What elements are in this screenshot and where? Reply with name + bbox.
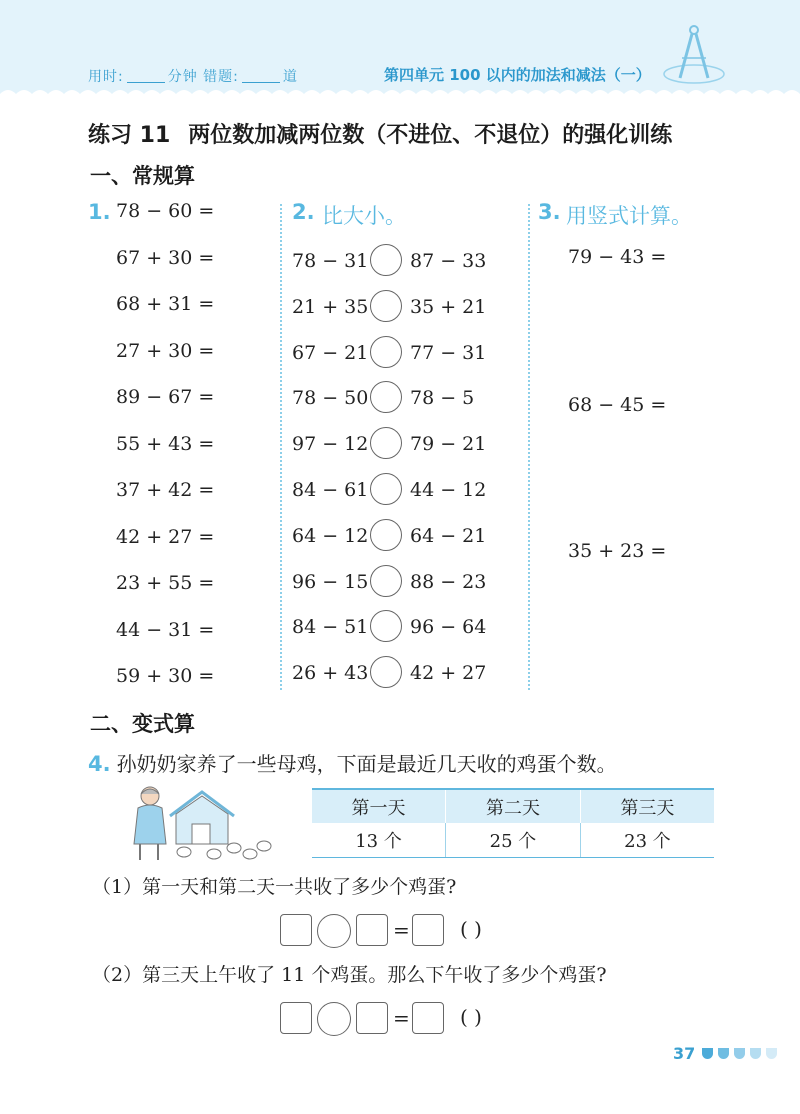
question-4-text <box>88 748 617 777</box>
compare-circle[interactable] <box>370 244 402 276</box>
q3-label: 用竖式计算。 <box>566 204 692 228</box>
answer-box-2a[interactable] <box>280 1002 312 1034</box>
q3-expression: 79 − 43 = <box>568 246 667 268</box>
time-blank <box>127 69 165 83</box>
q3-expression: 35 + 23 = <box>568 540 667 562</box>
footer-dot-icon <box>766 1048 777 1059</box>
q2-right-expression: 96 − 64 <box>410 616 487 639</box>
q1-expression: 44 − 31 = <box>116 618 215 641</box>
q2-left-expression: 64 − 12 <box>292 524 369 547</box>
time-label: 用时: <box>88 69 124 85</box>
answer-box-1b[interactable] <box>356 914 388 946</box>
exercise-topic: 两位数加减两位数（不进位、不退位）的强化训练 <box>188 123 673 148</box>
q1-expression: 59 + 30 = <box>116 665 215 687</box>
q3-expression: 68 − 45 = <box>568 394 667 416</box>
table-header-day3: 第三天 <box>580 789 714 823</box>
q2-left-expression: 78 − 50 <box>292 387 369 410</box>
exercise-title <box>88 118 672 149</box>
compare-circle[interactable] <box>370 427 402 459</box>
egg-count-table <box>312 788 714 858</box>
q1-expression: 67 + 30 = <box>116 246 215 269</box>
q2-right-expression: 35 + 21 <box>410 295 487 318</box>
compare-circle[interactable] <box>370 381 402 413</box>
unit-parentheses-2[interactable]: ( ) <box>460 1005 482 1029</box>
q1-expression: 42 + 27 = <box>116 525 215 548</box>
compare-circle[interactable] <box>370 336 402 368</box>
compare-circle[interactable] <box>370 610 402 642</box>
subquestion-1: （1）第一天和第二天一共收了多少个鸡蛋? <box>92 876 457 898</box>
unit-parentheses-1[interactable]: ( ) <box>460 917 482 941</box>
answer-box-1c[interactable] <box>412 914 444 946</box>
q1-number: 1. <box>88 200 111 224</box>
q2-left-expression: 78 − 31 <box>292 250 369 272</box>
q2-right-expression: 64 − 21 <box>410 524 487 547</box>
footer-dot-icon <box>718 1048 729 1059</box>
column-divider-2 <box>528 204 530 690</box>
q1-expression: 23 + 55 = <box>116 572 215 594</box>
q3-number: 3. <box>538 200 561 224</box>
q1-expression: 55 + 43 = <box>116 432 215 455</box>
operator-circle-2[interactable] <box>317 1002 351 1036</box>
compare-circle[interactable] <box>370 519 402 551</box>
q2-right-expression: 77 − 31 <box>410 341 487 364</box>
equals-sign: = <box>393 918 410 942</box>
q1-expression: 89 − 67 = <box>116 386 215 408</box>
compare-circle[interactable] <box>370 565 402 597</box>
equals-sign: = <box>393 1006 410 1030</box>
unit-title: 第四单元 100 以内的加法和减法（一） <box>384 66 651 84</box>
minute-unit: 分钟 <box>167 69 198 85</box>
q2-left-expression: 84 − 61 <box>292 479 369 501</box>
column-divider-1 <box>280 204 282 690</box>
q4-number: 4. <box>88 752 111 776</box>
header-wave-edge <box>0 86 800 100</box>
table-header-day2: 第二天 <box>446 789 581 823</box>
answer-box-2c[interactable] <box>412 1002 444 1034</box>
answer-box-2b[interactable] <box>356 1002 388 1034</box>
q2-left-expression: 84 − 51 <box>292 616 369 639</box>
q2-right-expression: 87 − 33 <box>410 250 487 272</box>
q2-label: 比大小。 <box>322 204 406 228</box>
table-cell-day1: 13 个 <box>312 823 446 857</box>
q2-right-expression: 42 + 27 <box>410 662 487 685</box>
compass-icon <box>658 22 728 88</box>
footer-dot-icon <box>750 1048 761 1059</box>
section-heading-variant: 二、变式算 <box>90 712 195 736</box>
table-cell-day3: 23 个 <box>580 823 714 857</box>
q1-expression: 68 + 31 = <box>116 293 215 315</box>
q1-expression: 37 + 42 = <box>116 479 215 501</box>
exercise-number: 练习 11 <box>88 123 171 148</box>
q2-left-expression: 26 + 43 <box>292 662 369 685</box>
page-number: 37 <box>673 1044 696 1063</box>
compare-circle[interactable] <box>370 473 402 505</box>
answer-box-1a[interactable] <box>280 914 312 946</box>
compare-circle[interactable] <box>370 290 402 322</box>
footer-dot-icon <box>734 1048 745 1059</box>
errors-label: 错题: <box>203 69 239 85</box>
footer-dot-icon <box>702 1048 713 1059</box>
q4-prompt: 孙奶奶家养了一些母鸡，下面是最近几天收的鸡蛋个数。 <box>116 752 617 776</box>
q2-right-expression: 88 − 23 <box>410 570 487 593</box>
page-header <box>0 0 800 100</box>
q2-left-expression: 67 − 21 <box>292 341 369 364</box>
q2-left-expression: 97 − 12 <box>292 433 369 456</box>
q2-right-expression: 44 − 12 <box>410 479 487 501</box>
q1-expression: 27 + 30 = <box>116 339 215 362</box>
section-heading-regular: 一、常规算 <box>90 164 195 188</box>
subquestion-2: （2）第三天上午收了 11 个鸡蛋。那么下午收了多少个鸡蛋? <box>92 964 607 986</box>
q1-expression: 78 − 60 = <box>116 200 215 222</box>
errors-blank <box>242 69 280 83</box>
q2-number: 2. <box>292 200 315 224</box>
q2-right-expression: 78 − 5 <box>410 387 475 410</box>
grandma-chickens-illustration <box>110 784 280 862</box>
time-errors-record <box>88 66 298 86</box>
q2-left-expression: 96 − 15 <box>292 570 369 593</box>
table-cell-day2: 25 个 <box>446 823 581 857</box>
operator-circle-1[interactable] <box>317 914 351 948</box>
q2-left-expression: 21 + 35 <box>292 295 369 318</box>
errors-unit: 道 <box>282 69 298 85</box>
compare-circle[interactable] <box>370 656 402 688</box>
q2-right-expression: 79 − 21 <box>410 433 487 456</box>
table-header-day1: 第一天 <box>312 789 446 823</box>
